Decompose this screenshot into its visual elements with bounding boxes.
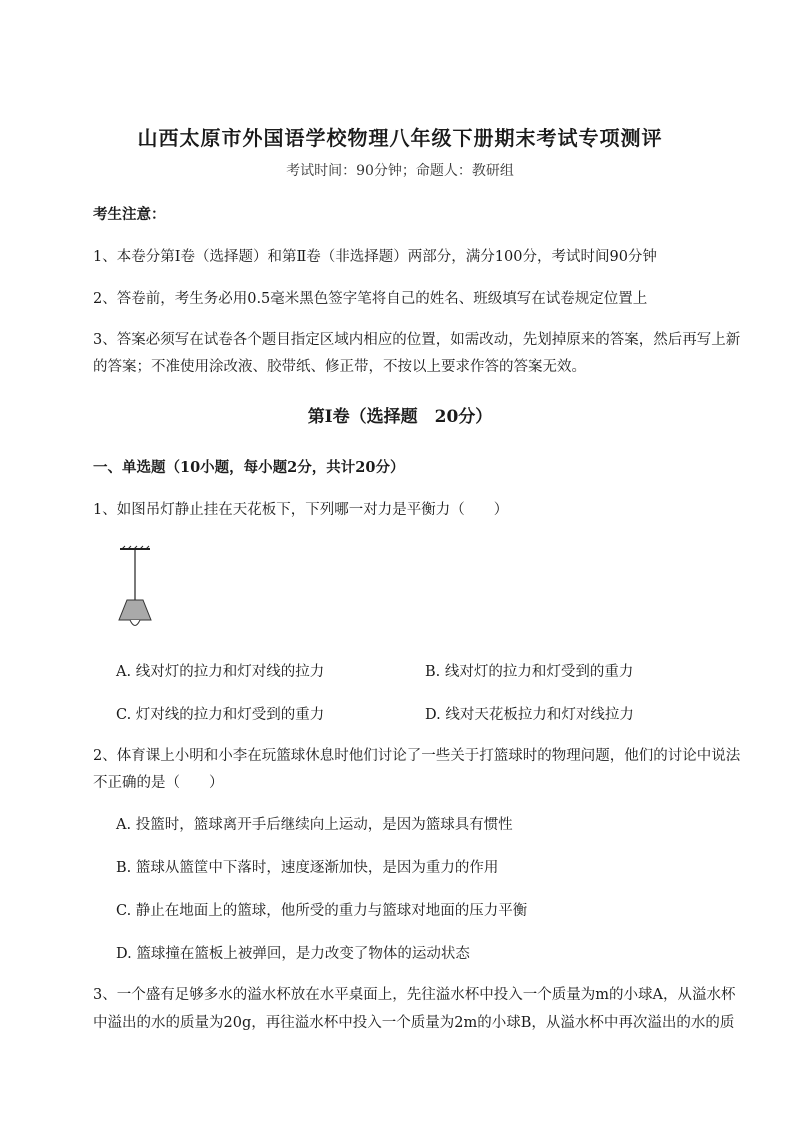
notice-item-1: 1、本卷分第I卷（选择题）和第Ⅱ卷（非选择题）两部分，满分100分，考试时间90分钟 — [93, 249, 657, 265]
section-title: 第I卷（选择题 20分） — [307, 407, 493, 427]
q1-option-b: B. 线对灯的拉力和灯受到的重力 — [425, 664, 634, 680]
question-2-stem-cont: 不正确的是（ ） — [93, 775, 224, 791]
notice-item-2: 2、答卷前，考生务必用0.5毫米黑色签字笔将自己的姓名、班级填写在试卷规定位置上 — [93, 291, 648, 307]
q1-option-c: C. 灯对线的拉力和灯受到的重力 — [116, 707, 325, 723]
part-heading: 一、单选题（10小题，每小题2分，共计20分） — [93, 459, 405, 476]
exam-info: 考试时间：90分钟；命题人：教研组 — [286, 163, 514, 179]
notice-item-3-cont: 的答案；不准使用涂改液、胶带纸、修正带，不按以上要求作答的答案无效。 — [93, 359, 586, 375]
q2-option-d: D. 篮球撞在篮板上被弹回，是力改变了物体的运动状态 — [116, 946, 470, 962]
q2-option-c: C. 静止在地面上的篮球，他所受的重力与篮球对地面的压力平衡 — [116, 903, 528, 919]
question-1-stem: 1、如图吊灯静止挂在天花板下，下列哪一对力是平衡力（ ） — [93, 502, 509, 518]
question-3-stem-cont: 中溢出的水的质量为20g，再往溢水杯中投入一个质量为2m的小球B，从溢水杯中再次溢出的水的质 — [93, 1015, 735, 1031]
q2-option-b: B. 篮球从篮筐中下落时，速度逐渐加快，是因为重力的作用 — [116, 860, 499, 876]
q2-option-a: A. 投篮时，篮球离开手后继续向上运动，是因为篮球具有惯性 — [116, 817, 513, 833]
notice-heading: 考生注意： — [93, 206, 166, 223]
notice-item-3: 3、答案必须写在试卷各个题目指定区域内相应的位置，如需改动，先划掉原来的答案，然后再写上新 — [93, 332, 741, 348]
question-3-stem: 3、一个盛有足够多水的溢水杯放在水平桌面上，先往溢水杯中投入一个质量为m的小球A，从溢水杯 — [93, 987, 736, 1003]
page-title: 山西太原市外国语学校物理八年级下册期末考试专项测评 — [137, 126, 663, 150]
q1-option-d: D. 线对天花板拉力和灯对线拉力 — [425, 707, 634, 723]
question-2-stem: 2、体育课上小明和小李在玩篮球休息时他们讨论了一些关于打篮球时的物理问题，他们的讨论中说法 — [93, 748, 741, 764]
hanging-lamp-icon — [112, 545, 158, 633]
q1-option-a: A. 线对灯的拉力和灯对线的拉力 — [116, 664, 325, 680]
